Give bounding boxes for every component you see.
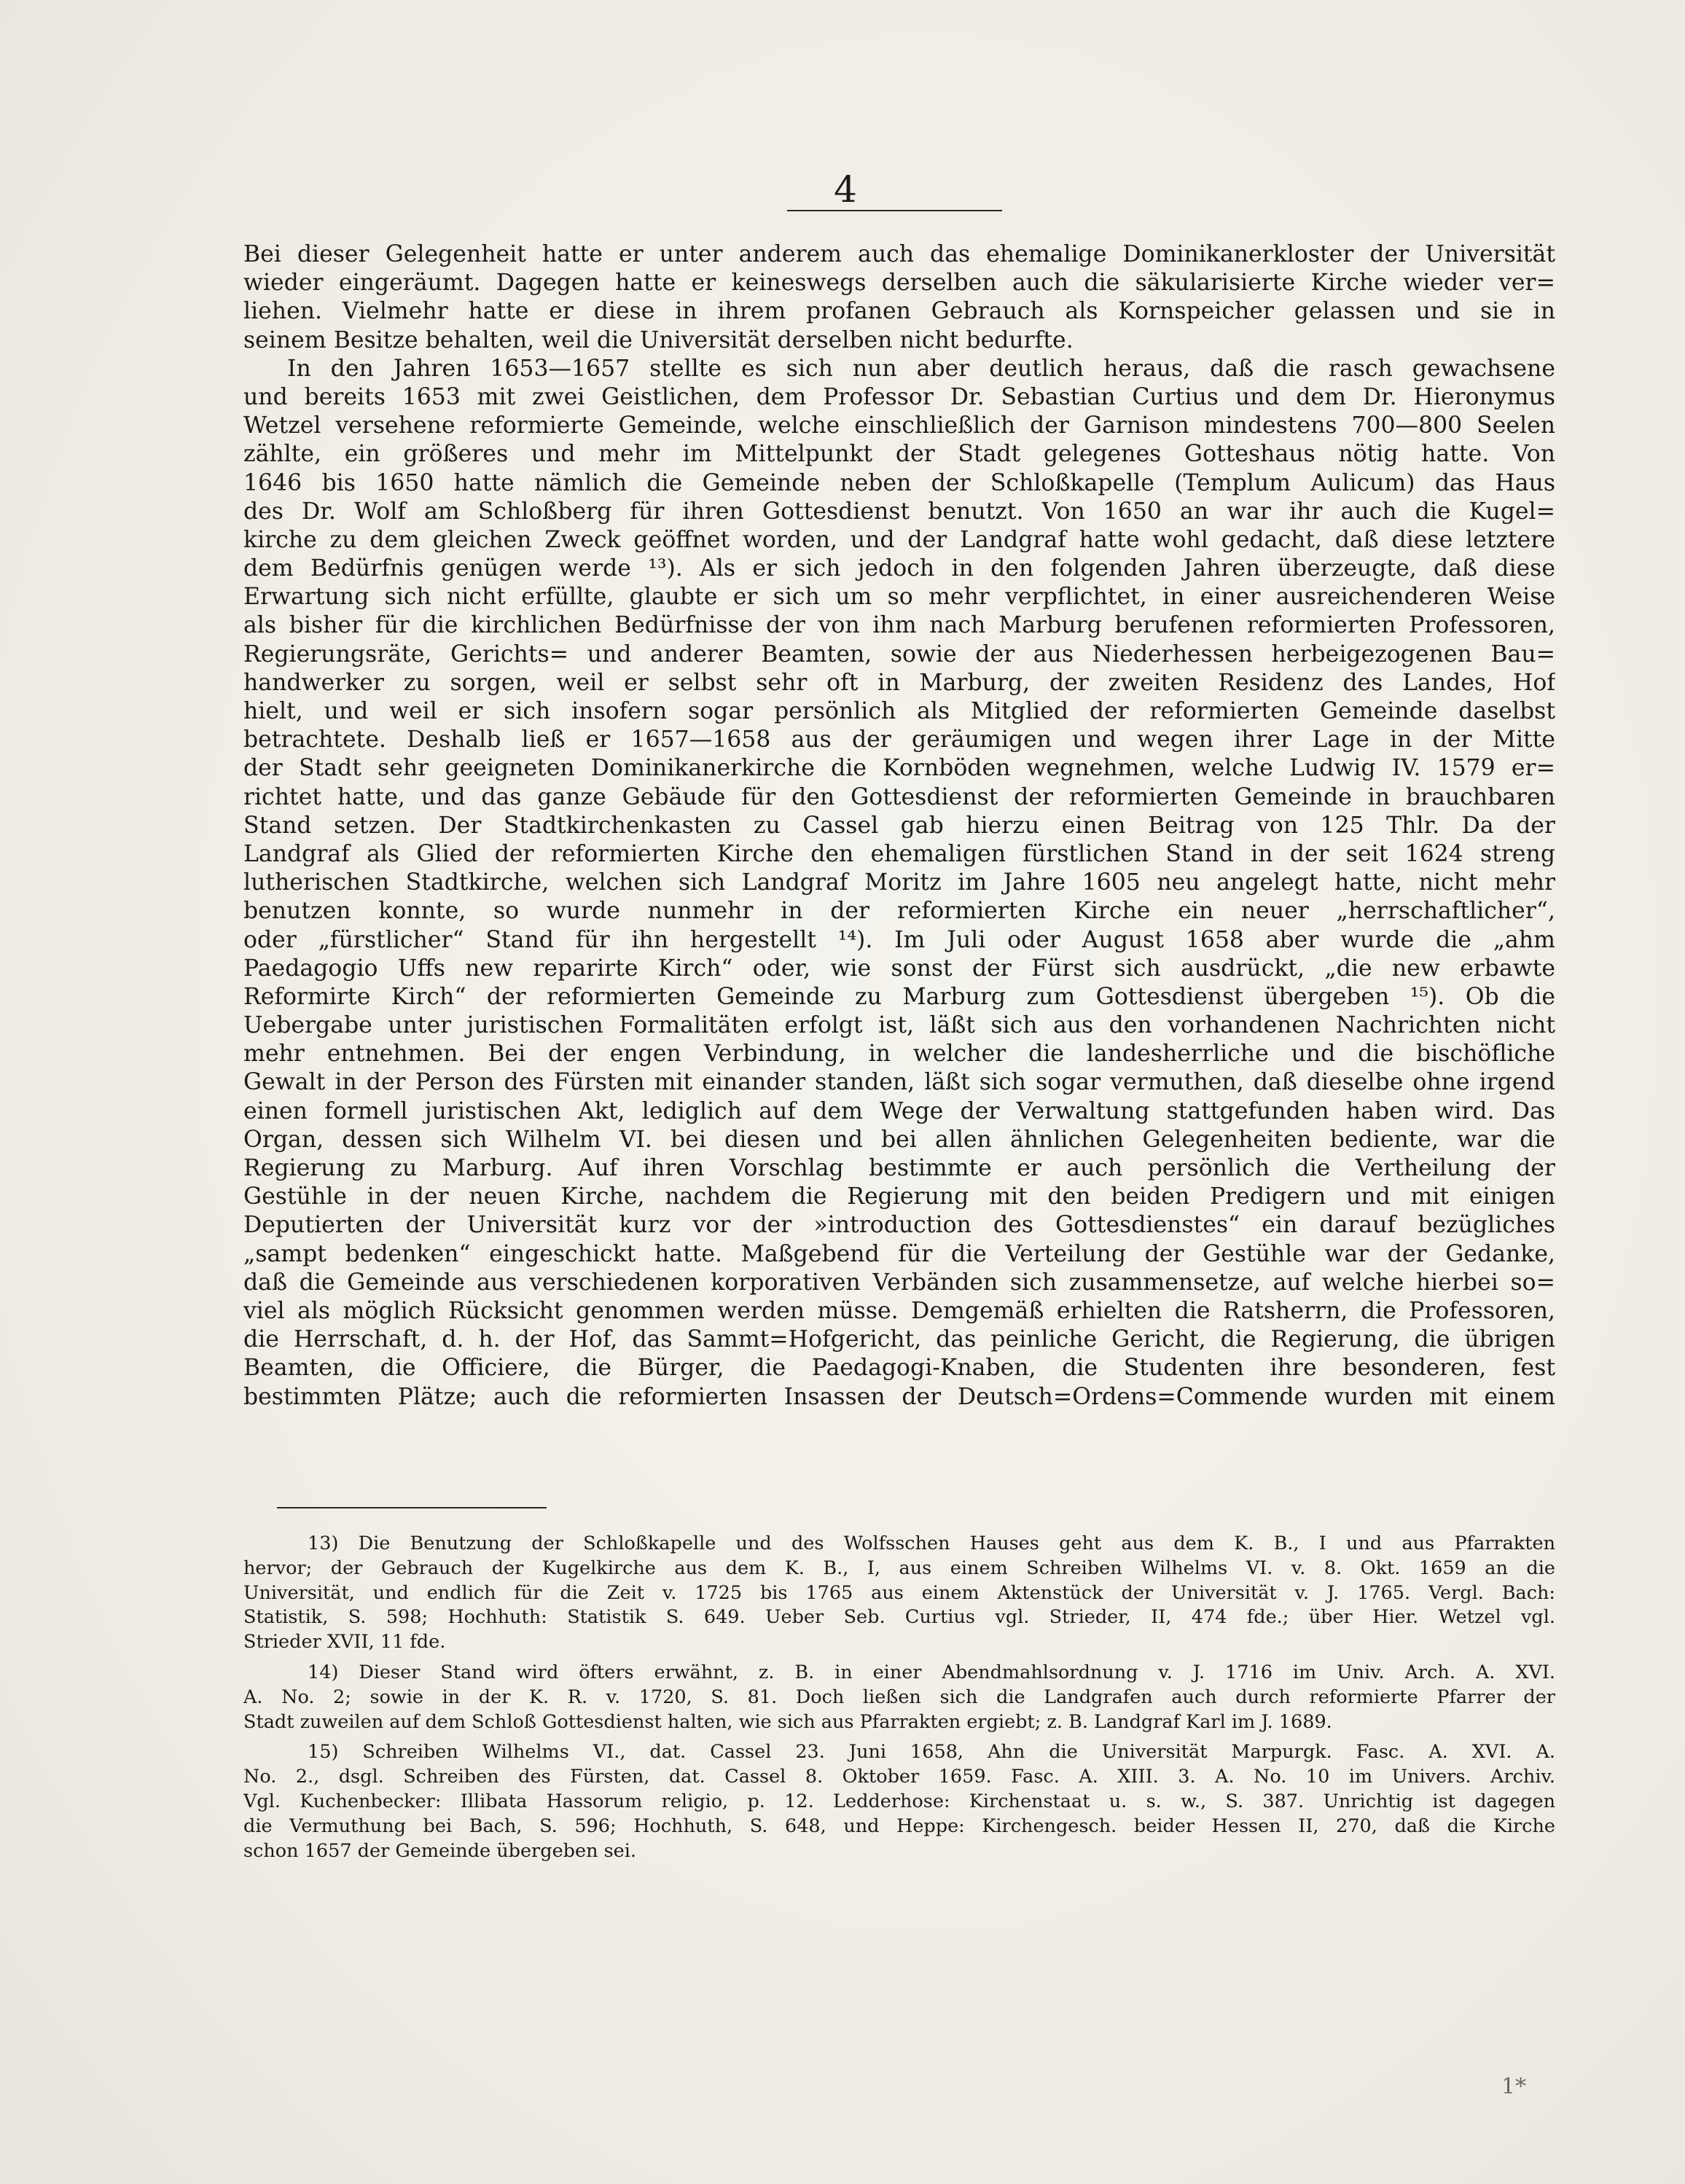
body-line: Uebergabe unter juristischen Formalitäten erfolgt ist, läßt sich aus den vorhandenen Nachrichten nicht [243,1012,1555,1039]
body-line: zählte, ein größeres und mehr im Mittelpunkt der Stadt gelegenes Gotteshaus nötig hatte. Von [243,441,1555,468]
body-line: daß die Gemeinde aus verschiedenen korporativen Verbänden sich zusammensetze, auf welche hierbei so= [243,1269,1555,1296]
body-line: die Herrschaft, d. h. der Hof, das Sammt=Hofgericht, das peinliche Gericht, die Regierung, die übrigen [243,1326,1555,1353]
signature-mark: 1* [1501,2074,1527,2099]
footnote-line: A. No. 2; sowie in der K. R. v. 1720, S. 81. Doch ließen sich die Landgrafen auch durch reformierte Pfarrer der [243,1686,1555,1708]
body-line: und bereits 1653 mit zwei Geistlichen, dem Professor Dr. Sebastian Curtius und dem Dr. Hieronymus [243,383,1555,410]
page-number: 4 [834,168,857,211]
footnotes [243,1532,1555,1863]
body-line: als bisher für die kirchlichen Bedürfnisse der von ihm nach Marburg berufenen reformierten Professoren, [243,612,1555,639]
body-line: lutherischen Stadtkirche, welchen sich Landgraf Moritz im Jahre 1605 neu angelegt hatte, nicht mehr [243,869,1555,896]
body-line: Deputierten der Universität kurz vor der »introduction des Gottesdienstes“ ein darauf bezügliches [243,1212,1555,1239]
body-line: Gestühle in der neuen Kirche, nachdem die Regierung mit den beiden Predigern und mit einigen [243,1183,1555,1210]
footnote-15 [243,1740,1555,1863]
body-line: benutzen konnte, so wurde nunmehr in der reformierten Kirche ein neuer „herrschaftlicher“, [243,898,1555,925]
body-line: bestimmten Plätze; auch die reformierten Insassen der Deutsch=Ordens=Commende wurden mit einem [243,1383,1555,1410]
body-line: des Dr. Wolf am Schloßberg für ihren Gottesdienst benutzt. Von 1650 an war ihr auch die Kugel= [243,498,1555,525]
body-line: wieder eingeräumt. Dagegen hatte er keineswegs derselben auch die säkularisierte Kirche wieder ver= [243,270,1555,297]
body-line: Regierung zu Marburg. Auf ihren Vorschlag bestimmte er auch persönlich die Vertheilung der [243,1155,1555,1181]
body-line: Paedagogio Uffs new reparirte Kirch“ oder, wie sonst der Fürst sich ausdrückt, „die new erbawte [243,955,1555,982]
footnote-line: die Vermuthung bei Bach, S. 596; Hochhuth, S. 648, und Heppe: Kirchengesch. beider Hessen II, 270, daß die Kirche [243,1815,1555,1837]
body-line: handwerker zu sorgen, weil er selbst sehr oft in Marburg, der zweiten Residenz des Landes, Hof [243,669,1555,696]
body-line: einen formell juristischen Akt, lediglich auf dem Wege der Verwaltung stattgefunden haben wird. Das [243,1097,1555,1124]
body-line: viel als möglich Rücksicht genommen werden müsse. Demgemäß erhielten die Ratsherrn, die Professoren, [243,1297,1555,1324]
body-line: Wetzel versehene reformierte Gemeinde, welche einschließlich der Garnison mindestens 700—800 Seelen [243,412,1555,439]
footnote-14 [243,1661,1555,1734]
body-line: liehen. Vielmehr hatte er diese in ihrem profanen Gebrauch als Kornspeicher gelassen und sie in [243,298,1555,325]
footnote-line: 13) Die Benutzung der Schloßkapelle und des Wolfsschen Hauses geht aus dem K. B., I und aus Pfarrakten [308,1533,1555,1554]
body-line: Reformirte Kirch“ der reformierten Gemeinde zu Marburg zum Gottesdienst übergeben ¹⁵). Ob die [243,983,1555,1010]
body-line: seinem Besitze behalten, weil die Universität derselben nicht bedurfte. [243,326,1074,353]
footnote-line: Strieder XVII, 11 fde. [243,1631,446,1653]
footnote-line: hervor; der Gebrauch der Kugelkirche aus dem K. B., I, aus einem Schreiben Wilhelms VI. v. 8. Okt. 1659 an die [243,1557,1555,1579]
body-line: hielt, und weil er sich insofern sogar persönlich als Mitglied der reformierten Gemeinde daselbst [243,698,1555,724]
body-line: richtet hatte, und das ganze Gebäude für den Gottesdienst der reformierten Gemeinde in brauchbaren [243,783,1555,810]
body-line: „sampt bedenken“ eingeschickt hatte. Maßgebend für die Verteilung der Gestühle war der Gedanke, [243,1240,1555,1267]
body-line: Landgraf als Glied der reformierten Kirche den ehemaligen fürstlichen Stand in der seit 1624 streng [243,840,1555,867]
body-line: Regierungsräte, Gerichts= und anderer Beamten, sowie der aus Niederhessen herbeigezogenen Bau= [243,641,1555,668]
footnote-line: schon 1657 der Gemeinde übergeben sei. [243,1839,637,1862]
header-rule [787,210,1002,211]
footnote-line: 15) Schreiben Wilhelms VI., dat. Cassel 23. Juni 1658, Ahn die Universität Marpurgk. Fasc. A. XVI. A. [308,1741,1555,1764]
footnote-line: Vgl. Kuchenbecker: Illibata Hassorum religio, p. 12. Ledderhose: Kirchenstaat u. s. w., S. 387. Unrichtig ist dagegen [243,1790,1555,1812]
footnote-line: Universität, und endlich für die Zeit v. 1725 bis 1765 aus einem Aktenstück der Universität v. J. 1765. Vergl. Bach: [243,1581,1555,1604]
body-line: Beamten, die Officiere, die Bürger, die Paedagogi-Knaben, die Studenten ihre besonderen, fest [243,1355,1555,1382]
footnote-line: 14) Dieser Stand wird öfters erwähnt, z. B. in einer Abendmahlsordnung v. J. 1716 im Univ. Arch. A. XVI. [308,1661,1555,1683]
body-line: Erwartung sich nicht erfüllte, glaubte er sich um so mehr verpflichtet, in einer ausreichenderen Weise [243,584,1555,611]
body-line: Organ, dessen sich Wilhelm VI. bei diesen und bei allen ähnlichen Gelegenheiten bediente, war die [243,1126,1555,1153]
footnote-line: Statistik, S. 598; Hochhuth: Statistik S. 649. Ueber Seb. Curtius vgl. Strieder, II, 474 fde.; über Hier. Wetzel vgl. [243,1606,1555,1629]
body-line: der Stadt sehr geeigneten Dominikanerkirche die Kornböden wegnehmen, welche Ludwig IV. 1579 er= [243,755,1555,782]
body-line: In den Jahren 1653—1657 stellte es sich nun aber deutlich heraus, daß die rasch gewachsene [287,355,1555,382]
body-line: kirche zu dem gleichen Zweck geöffnet worden, und der Landgraf hatte wohl gedacht, daß diese letztere [243,526,1555,553]
footnote-rule [277,1507,547,1508]
body-line: Stand setzen. Der Stadtkirchenkasten zu Cassel gab hierzu einen Beitrag von 125 Thlr. Da der [243,812,1555,839]
body-line: Bei dieser Gelegenheit hatte er unter anderem auch das ehemalige Dominikanerkloster der Universität [243,241,1555,267]
body-line: mehr entnehmen. Bei der engen Verbindung, in welcher die landesherrliche und die bischöfliche [243,1041,1555,1068]
body-line: 1646 bis 1650 hatte nämlich die Gemeinde neben der Schloßkapelle (Templum Aulicum) das Haus [243,469,1555,496]
body-text [243,240,1555,1412]
body-line: Gewalt in der Person des Fürsten mit einander standen, läßt sich sogar vermuthen, daß dieselbe ohne irgend [243,1069,1555,1096]
footnote-line: Stadt zuweilen auf dem Schloß Gottesdienst halten, wie sich aus Pfarrakten ergiebt; z. B. Landgraf Karl im J. 1689. [243,1710,1332,1733]
body-line: oder „fürstlicher“ Stand für ihn hergestellt ¹⁴). Im Juli oder August 1658 aber wurde die „ahm [243,926,1555,953]
body-line: betrachtete. Deshalb ließ er 1657—1658 aus der geräumigen und wegen ihrer Lage in der Mitte [243,727,1555,754]
footnote-13 [243,1532,1555,1655]
body-line: dem Bedürfnis genügen werde ¹³). Als er sich jedoch in den folgenden Jahren überzeugte, daß diese [243,555,1555,582]
footnote-line: No. 2., dsgl. Schreiben des Fürsten, dat. Cassel 8. Oktober 1659. Fasc. A. XIII. 3. A. No. 10 im Univers. Archiv. [243,1766,1555,1788]
